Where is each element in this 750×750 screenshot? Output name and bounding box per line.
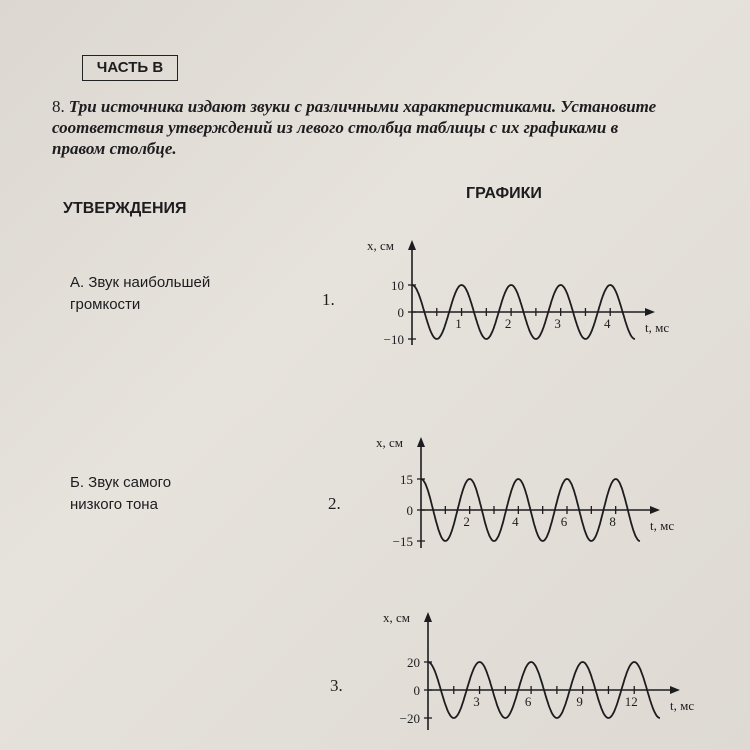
x-axis-arrow — [645, 308, 655, 316]
x-axis-label: t, мс — [650, 518, 675, 533]
y-axis-label: x, см — [367, 238, 394, 253]
x-tick-label: 6 — [560, 514, 568, 529]
x-tick-label: 3 — [473, 694, 480, 709]
statement-b-line2: низкого тона — [70, 496, 158, 513]
y-tick-label: 20 — [407, 655, 420, 670]
x-tick-label: 2 — [504, 316, 512, 331]
graph-2 — [376, 435, 674, 549]
task-body: Три источника издают звуки с различными характеристиками. Установите соответствия утверждений из левого столбца таблицы с их графиками в правом столбце. — [52, 97, 657, 158]
x-tick-label: 2 — [463, 514, 470, 529]
x-tick-label: 6 — [524, 694, 532, 709]
statement-a-line2: громкости — [70, 296, 141, 313]
x-tick-label: 4 — [603, 316, 611, 331]
y-axis-arrow — [417, 437, 425, 447]
graph-number-3: 3. — [330, 676, 343, 695]
y-tick-label: −15 — [392, 534, 413, 549]
y-tick-label: 10 — [391, 278, 404, 293]
y-tick-label: 15 — [400, 472, 413, 487]
x-tick-label: 3 — [554, 316, 561, 331]
graph-number-1: 1. — [322, 290, 335, 309]
y-tick-label: 0 — [406, 503, 413, 518]
x-tick-label: 12 — [624, 694, 638, 709]
statement-a-line1: А. Звук наибольшей — [70, 274, 211, 291]
y-axis-arrow — [424, 612, 432, 622]
x-tick-label: 8 — [609, 514, 616, 529]
x-axis-label: t, мс — [670, 698, 695, 713]
statements-header: УТВЕРЖДЕНИЯ — [63, 200, 187, 217]
y-axis-label: x, см — [383, 610, 410, 625]
x-tick-label: 9 — [576, 694, 583, 709]
section-label: ЧАСТЬ В — [82, 55, 178, 81]
y-tick-label: 0 — [397, 305, 404, 320]
x-axis-arrow — [670, 686, 680, 694]
y-axis-label: x, см — [376, 435, 403, 450]
graph-3 — [383, 610, 694, 730]
y-tick-label: −10 — [383, 332, 404, 347]
graph-number-2: 2. — [328, 494, 341, 513]
x-tick-label: 1 — [455, 316, 462, 331]
x-tick-label: 4 — [512, 514, 519, 529]
graphs-header: ГРАФИКИ — [466, 185, 542, 202]
x-axis-label: t, мс — [645, 320, 670, 335]
y-tick-label: −20 — [399, 711, 420, 726]
task-number: 8. — [52, 97, 65, 116]
y-tick-label: 0 — [413, 683, 420, 698]
statement-b-line1: Б. Звук самого — [70, 474, 172, 491]
x-axis-arrow — [650, 506, 660, 514]
y-axis-arrow — [408, 240, 416, 250]
graph-1 — [367, 238, 669, 347]
